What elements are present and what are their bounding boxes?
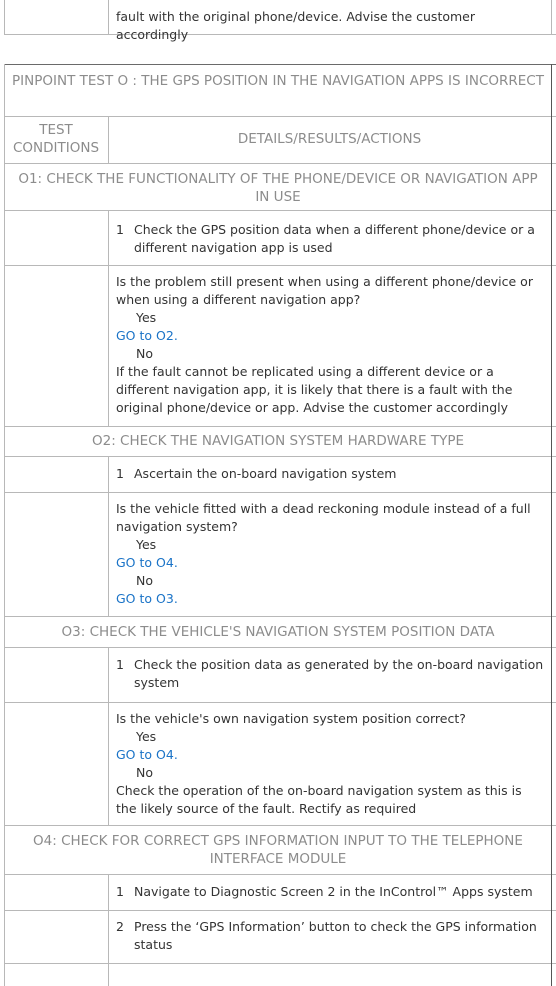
yes-label: Yes [136,729,157,744]
section-heading-o2: O2: CHECK THE NAVIGATION SYSTEM HARDWARE TYPE [91,433,464,449]
yes-label: Yes [136,537,157,552]
step-text: Check the GPS position data when a different phone/device or a different navigation app is used [134,222,535,255]
border [4,116,556,117]
column-header-details: DETAILS/RESULTS/ACTIONS [237,131,422,147]
border [4,210,556,211]
border [4,910,556,911]
border [108,874,109,986]
border [4,265,556,266]
o1-no-action: If the fault cannot be replicated using a different device or a different navigation app, it is likely that there is a fault with the original phone/device or app. Advise the customer accordingly [116,364,513,415]
o3-question: Is the vehicle's own navigation system position correct? [116,711,466,726]
border [108,210,109,426]
border [4,825,556,826]
o1-question: Is the problem still present when using a different phone/device or when using a different navigation app? [116,274,533,307]
previous-table-text: fault with the original phone/device. Advise the customer accordingly [116,9,476,42]
border [108,456,109,616]
border [4,492,556,493]
border [551,0,552,34]
border [108,0,109,34]
step-number: 1 [116,657,124,672]
table-top-border [4,64,556,65]
border [4,616,556,617]
o2-yes-link[interactable]: GO to O4. [116,555,178,570]
step-text: Navigate to Diagnostic Screen 2 in the InControl™ Apps system [134,884,533,899]
o2-result-block [116,500,544,608]
step-text: Ascertain the on-board navigation system [134,466,397,481]
section-heading-o3: O3: CHECK THE VEHICLE'S NAVIGATION SYSTEM POSITION DATA [61,624,495,640]
border [4,963,556,964]
step-number: 1 [116,466,124,481]
o4-step-1 [116,883,556,901]
o1-result-block [116,273,544,417]
border [4,456,556,457]
section-heading-o4: O4: CHECK FOR CORRECT GPS INFORMATION INPUT TO THE TELEPHONE INTERFACE MODULE [33,833,523,867]
border [4,0,5,34]
border [4,647,556,648]
yes-label: Yes [136,310,157,325]
o2-question: Is the vehicle fitted with a dead reckoning module instead of a full navigation system? [116,501,531,534]
o3-result-block [116,710,544,818]
border [108,647,109,825]
border [4,702,556,703]
border [4,426,556,427]
no-label: No [136,765,153,780]
step-text: Press the ‘GPS Information’ button to check the GPS information status [134,919,537,952]
border [4,64,5,986]
no-label: No [136,573,153,588]
no-label: No [136,346,153,361]
o1-yes-link[interactable]: GO to O2. [116,328,178,343]
border [4,874,556,875]
o3-yes-link[interactable]: GO to O4. [116,747,178,762]
border [4,163,556,164]
o1-step-1 [116,221,556,257]
o2-step-1 [116,465,556,483]
o3-no-action: Check the operation of the on-board navigation system as this is the likely source of the fault. Rectify as required [116,783,522,816]
step-number: 2 [116,919,124,934]
o4-step-2 [116,918,556,954]
o3-step-1 [116,656,556,692]
table-title: PINPOINT TEST O : THE GPS POSITION IN THE NAVIGATION APPS IS INCORRECT [12,73,544,89]
step-number: 1 [116,884,124,899]
step-text: Check the position data as generated by the on-board navigation system [134,657,544,690]
column-header-test-conditions: TEST CONDITIONS [12,122,100,156]
step-number: 1 [116,222,124,237]
table-right-border [551,64,552,986]
o2-no-link[interactable]: GO to O3. [116,591,178,606]
section-heading-o1: O1: CHECK THE FUNCTIONALITY OF THE PHONE/DEVICE OR NAVIGATION APP IN USE [18,171,538,205]
